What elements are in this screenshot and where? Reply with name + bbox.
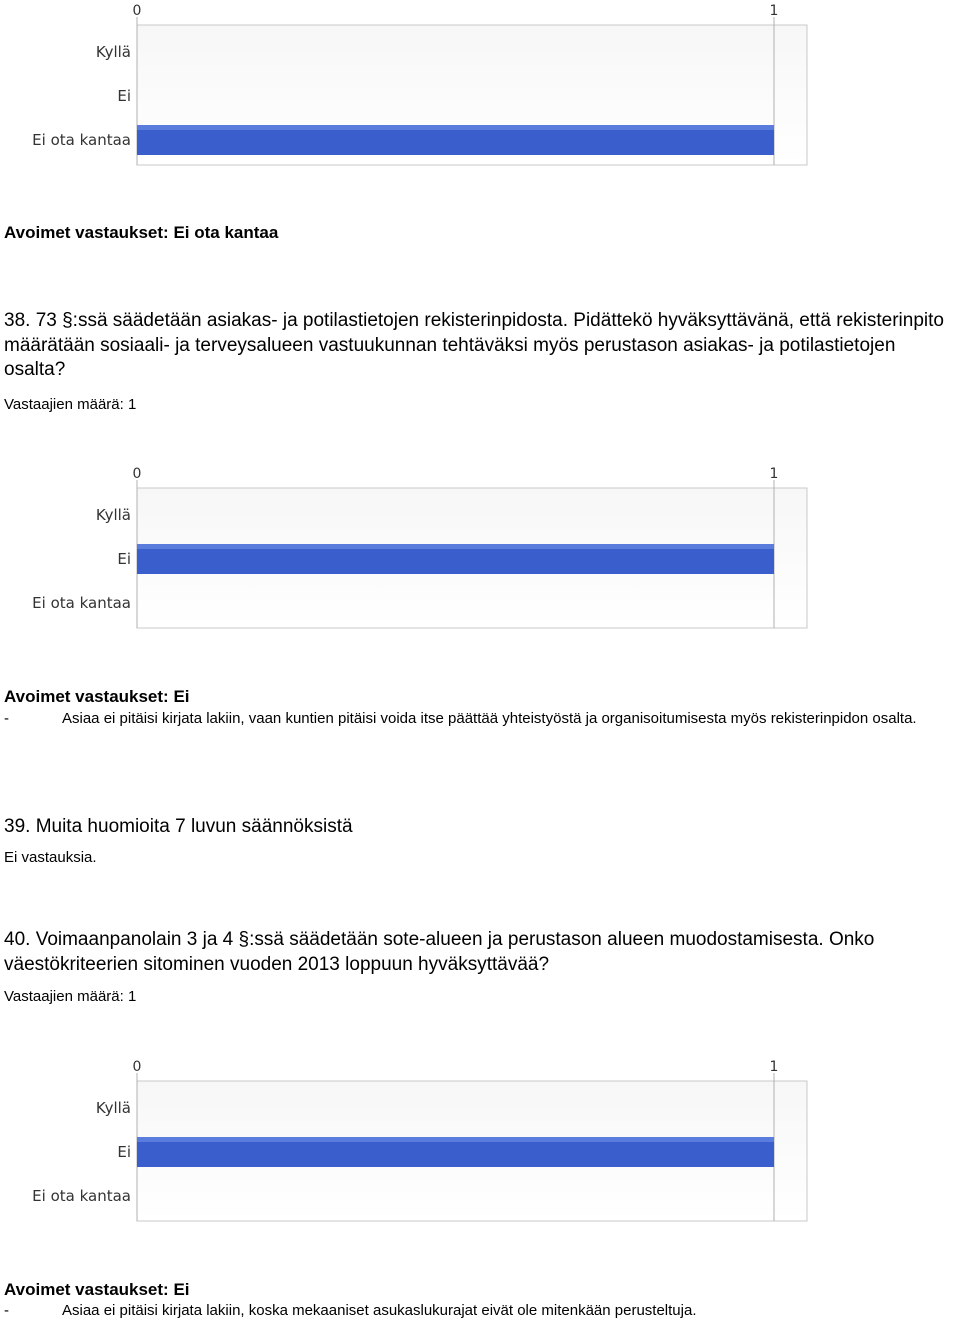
bar-highlight [137, 125, 774, 130]
category-label: Ei ota kantaa [32, 1187, 131, 1205]
open-answers-value: Ei [173, 1280, 190, 1299]
comment-text: Asiaa ei pitäisi kirjata lakiin, vaan kuntien pitäisi voida itse päättää yhteistyöstä ja organisoitumisesta myös rekisterinpidon osalta. [62, 710, 917, 727]
chart-2 [0, 463, 820, 638]
question-38: 38. 73 §:ssä säädetään asiakas- ja potilastietojen rekisterinpidosta. Pidättekö hyväksyttävänä, että rekisterinpito määrätään sosiaali- ja terveysalueen vastuukunnan tehtäväksi myös perustason asiakas- ja potilastietojen osalta? [4, 310, 944, 380]
open-answers-value: Ei ota kantaa [173, 223, 279, 242]
question-39: 39. Muita huomioita 7 luvun säännöksistä [4, 816, 353, 837]
tick-label: 1 [769, 3, 779, 19]
bar-highlight [137, 1137, 774, 1142]
no-answers-39: Ei vastauksia. [4, 849, 97, 866]
category-label: Ei [117, 87, 131, 105]
comment-dash: - [4, 1302, 9, 1319]
open-answers-heading-40 [4, 1280, 190, 1300]
open-answers-value: Ei [173, 687, 190, 706]
tick-label: 1 [769, 466, 779, 482]
category-label: Ei [117, 550, 131, 568]
category-label: Ei ota kantaa [32, 131, 131, 149]
chart-2-svg [0, 463, 820, 638]
question-40: 40. Voimaanpanolain 3 ja 4 §:ssä säädetään sote-alueen ja perustason alueen muodostamisesta. Onko väestökriteerien sitominen vuoden 2013 loppuun hyväksyttävää? [4, 929, 875, 975]
category-label: Kyllä [95, 506, 131, 524]
chart-1-svg [0, 0, 820, 175]
category-label: Kyllä [95, 43, 131, 61]
category-label: Kyllä [95, 1099, 131, 1117]
category-label: Ei ota kantaa [32, 594, 131, 612]
tick-label: 0 [132, 466, 142, 482]
bar-highlight [137, 544, 774, 549]
tick-label: 0 [132, 3, 142, 19]
category-label: Ei [117, 1143, 131, 1161]
comment-40 [4, 1300, 944, 1322]
respondents-count-40: Vastaajien määrä: 1 [4, 988, 137, 1005]
open-answers-label: Avoimet vastaukset: [4, 223, 174, 242]
comment-text: Asiaa ei pitäisi kirjata lakiin, koska mekaaniset asukaslukurajat eivät ole mitenkään perusteltuja. [62, 1302, 697, 1319]
open-answers-heading-1 [4, 223, 278, 243]
chart-3 [0, 1056, 820, 1231]
comment-38 [4, 708, 944, 754]
open-answers-heading-38 [4, 687, 190, 707]
open-answers-label: Avoimet vastaukset: [4, 687, 174, 706]
chart-3-svg [0, 1056, 820, 1231]
tick-label: 1 [769, 1059, 779, 1075]
comment-dash: - [4, 710, 9, 727]
chart-1 [0, 0, 820, 175]
respondents-count-38: Vastaajien määrä: 1 [4, 396, 137, 413]
tick-label: 0 [132, 1059, 142, 1075]
open-answers-label: Avoimet vastaukset: [4, 1280, 174, 1299]
